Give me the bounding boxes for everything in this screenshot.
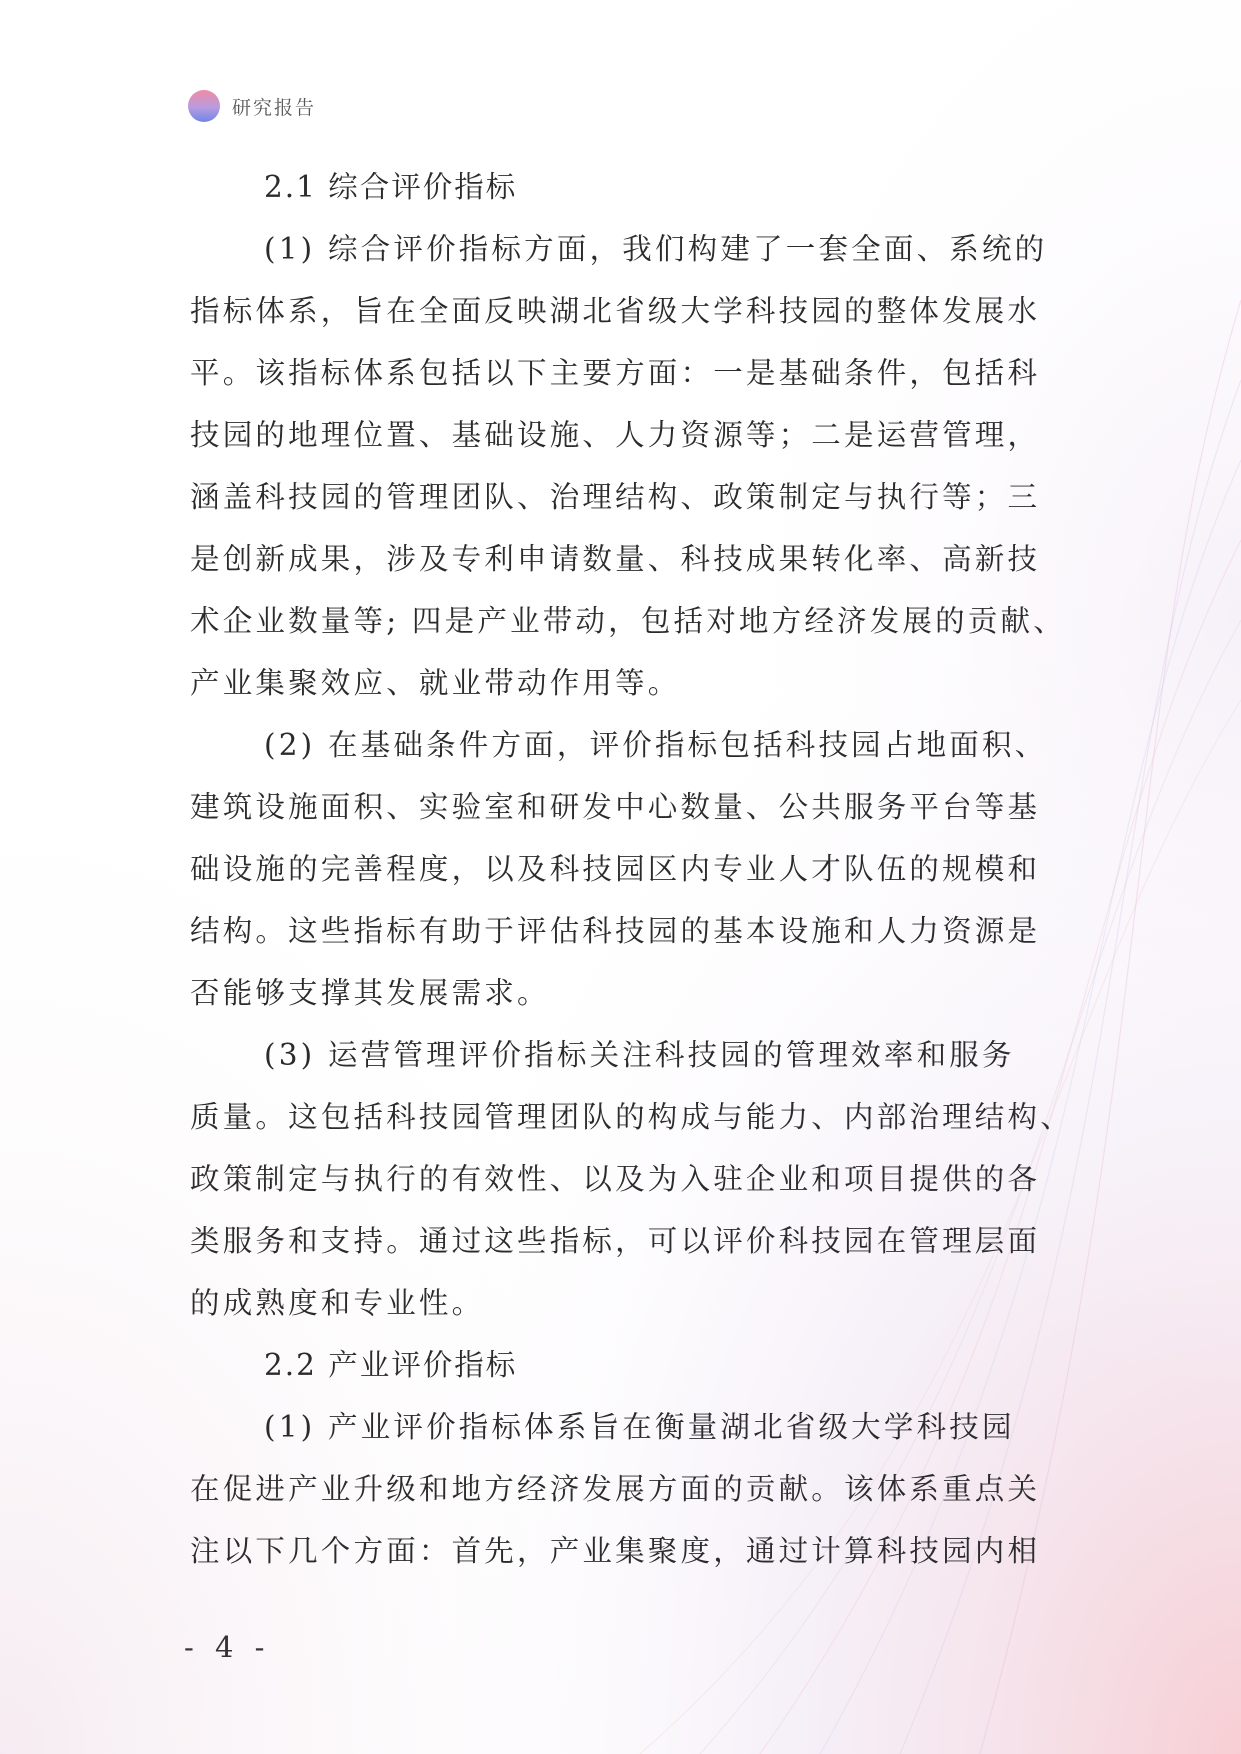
paragraph-line: 否能够支撑其发展需求。 <box>190 976 550 1010</box>
paragraph-line: 础设施的完善程度，以及科技园区内专业人才队伍的规模和 <box>190 852 1041 886</box>
paragraph-line: (1) 产业评价指标体系旨在衡量湖北省级大学科技园 <box>264 1410 1015 1444</box>
paragraph-line: 涵盖科技园的管理团队、治理结构、政策制定与执行等；三 <box>190 480 1041 514</box>
paragraph-line: (1) 综合评价指标方面，我们构建了一套全面、系统的 <box>264 232 1048 266</box>
paragraph-line: (3) 运营管理评价指标关注科技园的管理效率和服务 <box>264 1038 1015 1072</box>
section-heading: 2.2 产业评价指标 <box>264 1348 518 1382</box>
header-title: 研究报告 <box>232 96 317 119</box>
paragraph-line: 质量。这包括科技园管理团队的构成与能力、内部治理结构、 <box>190 1100 1073 1134</box>
paragraph-line: 注以下几个方面：首先，产业集聚度，通过计算科技园内相 <box>190 1534 1041 1568</box>
document-body <box>190 156 1073 1582</box>
paragraph-line: 技园的地理位置、基础设施、人力资源等；二是运营管理， <box>190 418 1041 452</box>
section-heading: 2.1 综合评价指标 <box>264 170 518 204</box>
paragraph-line: 平。该指标体系包括以下主要方面：一是基础条件，包括科 <box>190 356 1041 390</box>
paragraph-line: 结构。这些指标有助于评估科技园的基本设施和人力资源是 <box>190 914 1041 948</box>
paragraph-line: 类服务和支持。通过这些指标，可以评价科技园在管理层面 <box>190 1224 1041 1258</box>
paragraph-line: 是创新成果，涉及专利申请数量、科技成果转化率、高新技 <box>190 542 1041 576</box>
paragraph-line: 的成熟度和专业性。 <box>190 1286 485 1320</box>
page-number: - 4 - <box>184 1630 271 1664</box>
page-header <box>188 89 316 123</box>
paragraph-line: (2) 在基础条件方面，评价指标包括科技园占地面积、 <box>264 728 1048 762</box>
paragraph-line: 建筑设施面积、实验室和研发中心数量、公共服务平台等基 <box>190 790 1041 824</box>
paragraph-line: 指标体系，旨在全面反映湖北省级大学科技园的整体发展水 <box>190 294 1041 328</box>
paragraph-line: 产业集聚效应、就业带动作用等。 <box>190 666 681 700</box>
paragraph-line: 政策制定与执行的有效性、以及为入驻企业和项目提供的各 <box>190 1162 1041 1196</box>
logo-circle-icon <box>188 90 220 122</box>
paragraph-line: 术企业数量等; 四是产业带动，包括对地方经济发展的贡献、 <box>190 604 1066 638</box>
paragraph-line: 在促进产业升级和地方经济发展方面的贡献。该体系重点关 <box>190 1472 1041 1506</box>
